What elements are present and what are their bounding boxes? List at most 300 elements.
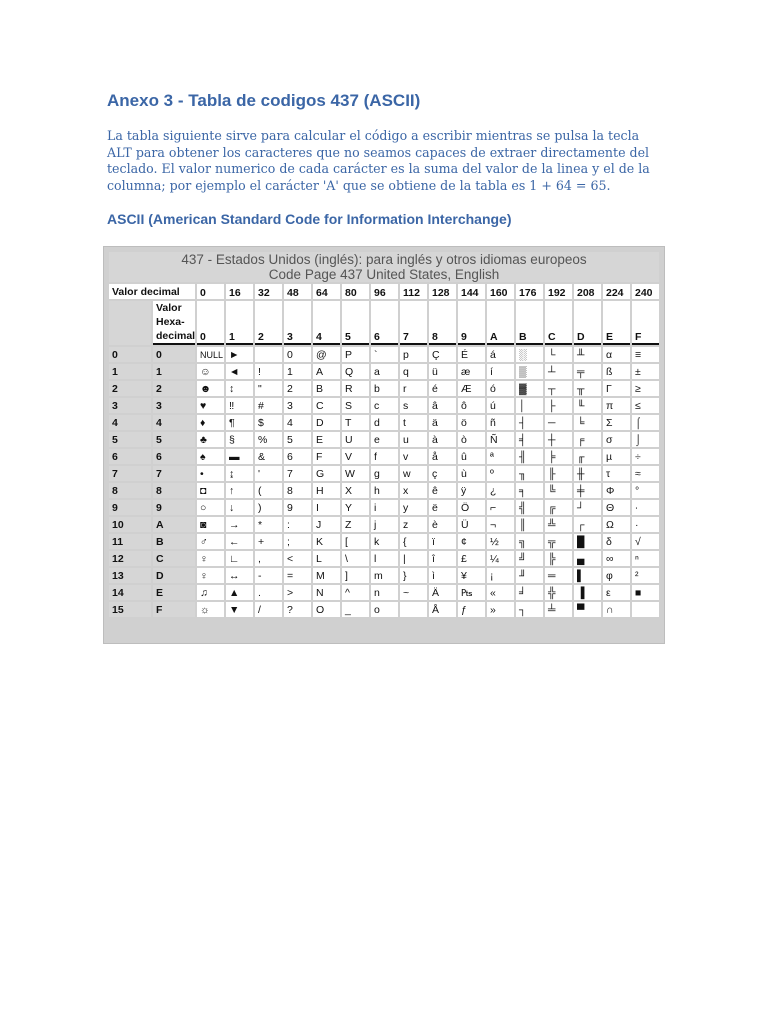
char-cell: ○ xyxy=(197,500,224,515)
char-cell: â xyxy=(429,398,456,413)
row-hex-label: 5 xyxy=(153,432,195,447)
char-cell: » xyxy=(487,602,514,617)
char-cell: ô xyxy=(458,398,485,413)
decimal-column-header: 224 xyxy=(603,284,630,299)
char-cell: ò xyxy=(458,432,485,447)
char-cell: ▐ xyxy=(574,585,601,600)
char-cell: ( xyxy=(255,483,282,498)
char-cell: M xyxy=(313,568,340,583)
char-cell: Ü xyxy=(458,517,485,532)
char-cell: ╬ xyxy=(545,585,572,600)
char-cell: ☼ xyxy=(197,602,224,617)
char-cell: ╡ xyxy=(516,432,543,447)
char-cell: ö xyxy=(458,415,485,430)
char-cell: Ω xyxy=(603,517,630,532)
row-decimal-label: 4 xyxy=(109,415,151,430)
char-cell: q xyxy=(400,364,427,379)
char-cell: [ xyxy=(342,534,369,549)
char-cell: ─ xyxy=(545,415,572,430)
char-cell: ▒ xyxy=(516,364,543,379)
char-cell: ┼ xyxy=(545,432,572,447)
char-cell: τ xyxy=(603,466,630,481)
char-cell: ó xyxy=(487,381,514,396)
char-cell: ┬ xyxy=(545,381,572,396)
char-cell: Ç xyxy=(429,347,456,362)
row-decimal-label: 0 xyxy=(109,347,151,362)
hex-column-header: 7 xyxy=(400,301,427,345)
char-cell: δ xyxy=(603,534,630,549)
decimal-column-header: 176 xyxy=(516,284,543,299)
char-cell: & xyxy=(255,449,282,464)
char-cell: ┘ xyxy=(574,500,601,515)
char-cell: æ xyxy=(458,364,485,379)
char-cell: ⁿ xyxy=(632,551,659,566)
char-cell: Σ xyxy=(603,415,630,430)
char-cell: I xyxy=(313,500,340,515)
char-cell: : xyxy=(284,517,311,532)
decimal-column-header: 48 xyxy=(284,284,311,299)
row-hex-label: 3 xyxy=(153,398,195,413)
char-cell: î xyxy=(429,551,456,566)
char-cell: ß xyxy=(603,364,630,379)
char-cell: ¡ xyxy=(487,568,514,583)
char-cell xyxy=(400,602,427,617)
char-cell: r xyxy=(400,381,427,396)
char-cell: « xyxy=(487,585,514,600)
char-cell: ú xyxy=(487,398,514,413)
char-cell: √ xyxy=(632,534,659,549)
char-cell: ╓ xyxy=(574,449,601,464)
char-cell: ∙ xyxy=(632,500,659,515)
row-decimal-label: 1 xyxy=(109,364,151,379)
hex-label-line-3: decimal xyxy=(156,330,195,342)
char-cell: Å xyxy=(429,602,456,617)
char-cell: p xyxy=(400,347,427,362)
char-cell: ↕ xyxy=(226,381,253,396)
char-cell: Ñ xyxy=(487,432,514,447)
char-cell: D xyxy=(313,415,340,430)
hex-column-header: 1 xyxy=(226,301,253,345)
char-cell: ╣ xyxy=(516,500,543,515)
char-cell: 4 xyxy=(284,415,311,430)
row-hex-label: 8 xyxy=(153,483,195,498)
char-cell: ╧ xyxy=(545,602,572,617)
char-cell: û xyxy=(458,449,485,464)
char-cell: ] xyxy=(342,568,369,583)
char-cell: s xyxy=(400,398,427,413)
row-decimal-label: 10 xyxy=(109,517,151,532)
char-cell: ╘ xyxy=(574,415,601,430)
hex-column-header: 5 xyxy=(342,301,369,345)
char-cell: ╟ xyxy=(545,466,572,481)
char-cell: ü xyxy=(429,364,456,379)
char-cell: ╠ xyxy=(545,551,572,566)
decimal-column-header: 160 xyxy=(487,284,514,299)
char-cell: b xyxy=(371,381,398,396)
char-cell: { xyxy=(400,534,427,549)
char-cell: á xyxy=(487,347,514,362)
table-row xyxy=(109,398,659,413)
char-cell: K xyxy=(313,534,340,549)
table-row xyxy=(109,449,659,464)
char-cell: ╦ xyxy=(545,534,572,549)
table-row xyxy=(109,568,659,583)
char-cell: ↔ xyxy=(226,568,253,583)
decimal-column-header: 80 xyxy=(342,284,369,299)
char-cell: ç xyxy=(429,466,456,481)
row-decimal-label: 15 xyxy=(109,602,151,617)
char-cell: @ xyxy=(313,347,340,362)
hex-column-header: D xyxy=(574,301,601,345)
char-cell: | xyxy=(400,551,427,566)
char-cell: ╔ xyxy=(545,500,572,515)
char-cell: $ xyxy=(255,415,282,430)
decimal-label: Valor decimal xyxy=(109,284,195,299)
char-cell: σ xyxy=(603,432,630,447)
char-cell: α xyxy=(603,347,630,362)
char-cell: A xyxy=(313,364,340,379)
char-cell: ╛ xyxy=(516,585,543,600)
hex-column-header: E xyxy=(603,301,630,345)
hex-column-header: 2 xyxy=(255,301,282,345)
decimal-column-header: 144 xyxy=(458,284,485,299)
row-decimal-label: 6 xyxy=(109,449,151,464)
row-hex-label: D xyxy=(153,568,195,583)
char-cell: + xyxy=(255,534,282,549)
char-cell: ¢ xyxy=(458,534,485,549)
char-cell: . xyxy=(255,585,282,600)
char-cell: ∞ xyxy=(603,551,630,566)
char-cell: í xyxy=(487,364,514,379)
char-cell: ì xyxy=(429,568,456,583)
char-cell: ═ xyxy=(545,568,572,583)
char-cell: └ xyxy=(545,347,572,362)
char-cell: ╪ xyxy=(574,483,601,498)
char-cell: ' xyxy=(255,466,282,481)
char-cell: ░ xyxy=(516,347,543,362)
char-cell: i xyxy=(371,500,398,515)
char-cell: • xyxy=(197,466,224,481)
char-cell: ? xyxy=(284,602,311,617)
char-cell: J xyxy=(313,517,340,532)
char-cell: ÿ xyxy=(458,483,485,498)
row-decimal-label: 13 xyxy=(109,568,151,583)
char-cell: # xyxy=(255,398,282,413)
char-cell: ¿ xyxy=(487,483,514,498)
table-row xyxy=(109,347,659,362)
char-cell: ├ xyxy=(545,398,572,413)
char-cell: L xyxy=(313,551,340,566)
hex-column-header: 9 xyxy=(458,301,485,345)
hex-column-header: A xyxy=(487,301,514,345)
char-cell: ╞ xyxy=(545,449,572,464)
intro-paragraph: La tabla siguiente sirve para calcular el código a escribir mientras se pulsa la tecla ALT para obtener los caracteres que no seamos capaces de extraer directamente del teclado. El valor numerico de cada carácter es la suma del valor de la linea y el de la columna; por ejemplo el carácter 'A' que se obtiene de la tabla es 1 + 64 = 65. xyxy=(107,128,650,193)
char-cell: ½ xyxy=(487,534,514,549)
char-cell: ╩ xyxy=(545,517,572,532)
char-cell: ╫ xyxy=(574,466,601,481)
hex-column-header: F xyxy=(632,301,659,345)
char-cell: ≡ xyxy=(632,347,659,362)
char-cell: Y xyxy=(342,500,369,515)
char-cell: - xyxy=(255,568,282,583)
char-cell: ╝ xyxy=(516,551,543,566)
char-cell: S xyxy=(342,398,369,413)
row-hex-label: 6 xyxy=(153,449,195,464)
table-row xyxy=(109,602,659,617)
hex-label-line-2: Hexa- xyxy=(156,316,185,328)
hex-header-row xyxy=(109,301,659,345)
row-decimal-label: 2 xyxy=(109,381,151,396)
row-hex-label: F xyxy=(153,602,195,617)
char-cell: ╕ xyxy=(516,483,543,498)
char-cell: ↨ xyxy=(226,466,253,481)
char-cell: ÷ xyxy=(632,449,659,464)
char-cell: º xyxy=(487,466,514,481)
char-cell: ▌ xyxy=(574,568,601,583)
char-cell: ; xyxy=(284,534,311,549)
char-cell: Φ xyxy=(603,483,630,498)
char-cell: ╥ xyxy=(574,381,601,396)
char-cell: ╚ xyxy=(545,483,572,498)
char-cell: ▓ xyxy=(516,381,543,396)
char-cell: ± xyxy=(632,364,659,379)
table-caption xyxy=(109,252,659,282)
table-caption-row xyxy=(109,252,659,282)
hex-label xyxy=(153,301,195,345)
char-cell: ^ xyxy=(342,585,369,600)
decimal-column-header: 240 xyxy=(632,284,659,299)
char-cell: j xyxy=(371,517,398,532)
hex-column-header: 0 xyxy=(197,301,224,345)
table-row xyxy=(109,551,659,566)
char-cell: k xyxy=(371,534,398,549)
char-cell: X xyxy=(342,483,369,498)
char-cell: φ xyxy=(603,568,630,583)
char-cell: ª xyxy=(487,449,514,464)
char-cell: T xyxy=(342,415,369,430)
char-cell: g xyxy=(371,466,398,481)
char-cell: 8 xyxy=(284,483,311,498)
char-cell: ► xyxy=(226,347,253,362)
char-cell: n xyxy=(371,585,398,600)
char-cell: , xyxy=(255,551,282,566)
char-cell: ☺ xyxy=(197,364,224,379)
char-cell: Ä xyxy=(429,585,456,600)
char-cell: e xyxy=(371,432,398,447)
char-cell: a xyxy=(371,364,398,379)
char-cell: ¥ xyxy=(458,568,485,583)
table-row xyxy=(109,415,659,430)
decimal-column-header: 128 xyxy=(429,284,456,299)
char-cell: █ xyxy=(574,534,601,549)
char-cell: ² xyxy=(632,568,659,583)
char-cell: < xyxy=(284,551,311,566)
char-cell: } xyxy=(400,568,427,583)
table-row xyxy=(109,585,659,600)
char-cell: ▼ xyxy=(226,602,253,617)
decimal-column-header: 0 xyxy=(197,284,224,299)
decimal-column-header: 16 xyxy=(226,284,253,299)
char-cell: ₧ xyxy=(458,585,485,600)
row-decimal-label: 7 xyxy=(109,466,151,481)
char-cell: ║ xyxy=(516,517,543,532)
page-title: Anexo 3 - Tabla de codigos 437 (ASCII) xyxy=(107,91,421,110)
row-decimal-label: 11 xyxy=(109,534,151,549)
char-cell: ┤ xyxy=(516,415,543,430)
char-cell: ♀ xyxy=(197,551,224,566)
char-cell: % xyxy=(255,432,282,447)
char-cell: │ xyxy=(516,398,543,413)
hex-label-line-1: Valor xyxy=(156,302,182,314)
row-hex-label: B xyxy=(153,534,195,549)
row-hex-label: 9 xyxy=(153,500,195,515)
char-cell: ♫ xyxy=(197,585,224,600)
char-cell: w xyxy=(400,466,427,481)
char-cell: = xyxy=(284,568,311,583)
char-cell: _ xyxy=(342,602,369,617)
char-cell: Θ xyxy=(603,500,630,515)
char-cell: R xyxy=(342,381,369,396)
char-cell: v xyxy=(400,449,427,464)
char-cell: ε xyxy=(603,585,630,600)
char-cell: ▀ xyxy=(574,602,601,617)
section-subtitle: ASCII (American Standard Code for Information Interchange) xyxy=(107,211,512,227)
row-decimal-label: 12 xyxy=(109,551,151,566)
char-cell: ⌐ xyxy=(487,500,514,515)
char-cell: ë xyxy=(429,500,456,515)
char-cell: ╨ xyxy=(574,347,601,362)
char-cell: F xyxy=(313,449,340,464)
char-cell: ` xyxy=(371,347,398,362)
char-cell: ╤ xyxy=(574,364,601,379)
char-cell: ╙ xyxy=(574,398,601,413)
char-cell: " xyxy=(255,381,282,396)
char-cell: 2 xyxy=(284,381,311,396)
char-cell: å xyxy=(429,449,456,464)
char-cell: ï xyxy=(429,534,456,549)
char-cell: ← xyxy=(226,534,253,549)
char-cell: V xyxy=(342,449,369,464)
char-cell: N xyxy=(313,585,340,600)
char-cell: ♂ xyxy=(197,534,224,549)
char-cell: ♦ xyxy=(197,415,224,430)
char-cell: f xyxy=(371,449,398,464)
char-cell: ◙ xyxy=(197,517,224,532)
char-cell: ) xyxy=(255,500,282,515)
char-cell: ╢ xyxy=(516,449,543,464)
char-cell: ♀ xyxy=(197,568,224,583)
char-cell: l xyxy=(371,551,398,566)
char-cell: NULL xyxy=(197,347,224,362)
char-cell: π xyxy=(603,398,630,413)
char-cell: ! xyxy=(255,364,282,379)
char-cell: ╗ xyxy=(516,534,543,549)
decimal-column-header: 64 xyxy=(313,284,340,299)
char-cell: ⌡ xyxy=(632,432,659,447)
char-cell: ‼ xyxy=(226,398,253,413)
row-decimal-label: 5 xyxy=(109,432,151,447)
char-cell: P xyxy=(342,347,369,362)
char-cell: 7 xyxy=(284,466,311,481)
char-cell: d xyxy=(371,415,398,430)
char-cell: ù xyxy=(458,466,485,481)
row-hex-label: 1 xyxy=(153,364,195,379)
char-cell: ¶ xyxy=(226,415,253,430)
decimal-column-header: 192 xyxy=(545,284,572,299)
char-cell: H xyxy=(313,483,340,498)
char-cell: u xyxy=(400,432,427,447)
char-cell: 9 xyxy=(284,500,311,515)
char-cell: G xyxy=(313,466,340,481)
char-cell: ▲ xyxy=(226,585,253,600)
char-cell: U xyxy=(342,432,369,447)
char-cell: £ xyxy=(458,551,485,566)
char-cell xyxy=(632,602,659,617)
char-cell: 6 xyxy=(284,449,311,464)
char-cell: § xyxy=(226,432,253,447)
char-cell: ▄ xyxy=(574,551,601,566)
row-decimal-label: 9 xyxy=(109,500,151,515)
hex-column-header: B xyxy=(516,301,543,345)
char-cell: / xyxy=(255,602,282,617)
char-cell xyxy=(255,347,282,362)
row-hex-label: 0 xyxy=(153,347,195,362)
char-cell: z xyxy=(400,517,427,532)
ascii-code-table xyxy=(107,250,661,619)
hex-column-header: 6 xyxy=(371,301,398,345)
char-cell: O xyxy=(313,602,340,617)
char-cell: ┌ xyxy=(574,517,601,532)
char-cell: ╒ xyxy=(574,432,601,447)
hex-column-header: 3 xyxy=(284,301,311,345)
char-cell: ■ xyxy=(632,585,659,600)
ascii-table-container xyxy=(103,246,665,644)
row-decimal-label: 14 xyxy=(109,585,151,600)
char-cell: ñ xyxy=(487,415,514,430)
char-cell: ♣ xyxy=(197,432,224,447)
char-cell: 1 xyxy=(284,364,311,379)
caption-line-2: Code Page 437 United States, English xyxy=(268,267,500,282)
char-cell: m xyxy=(371,568,398,583)
char-cell: ╖ xyxy=(516,466,543,481)
char-cell: x xyxy=(400,483,427,498)
char-cell: > xyxy=(284,585,311,600)
char-cell: ≈ xyxy=(632,466,659,481)
char-cell: \ xyxy=(342,551,369,566)
row-decimal-label: 8 xyxy=(109,483,151,498)
char-cell: C xyxy=(313,398,340,413)
char-cell: ♥ xyxy=(197,398,224,413)
char-cell: ƒ xyxy=(458,602,485,617)
char-cell: Ö xyxy=(458,500,485,515)
char-cell: ê xyxy=(429,483,456,498)
char-cell: ∟ xyxy=(226,551,253,566)
table-row xyxy=(109,534,659,549)
row-hex-label: C xyxy=(153,551,195,566)
char-cell: B xyxy=(313,381,340,396)
decimal-column-header: 112 xyxy=(400,284,427,299)
table-row xyxy=(109,517,659,532)
char-cell: → xyxy=(226,517,253,532)
char-cell: h xyxy=(371,483,398,498)
hex-column-header: 8 xyxy=(429,301,456,345)
table-row xyxy=(109,364,659,379)
decimal-column-header: 96 xyxy=(371,284,398,299)
char-cell: 3 xyxy=(284,398,311,413)
row-hex-label: 2 xyxy=(153,381,195,396)
row-hex-label: 7 xyxy=(153,466,195,481)
char-cell: ◄ xyxy=(226,364,253,379)
